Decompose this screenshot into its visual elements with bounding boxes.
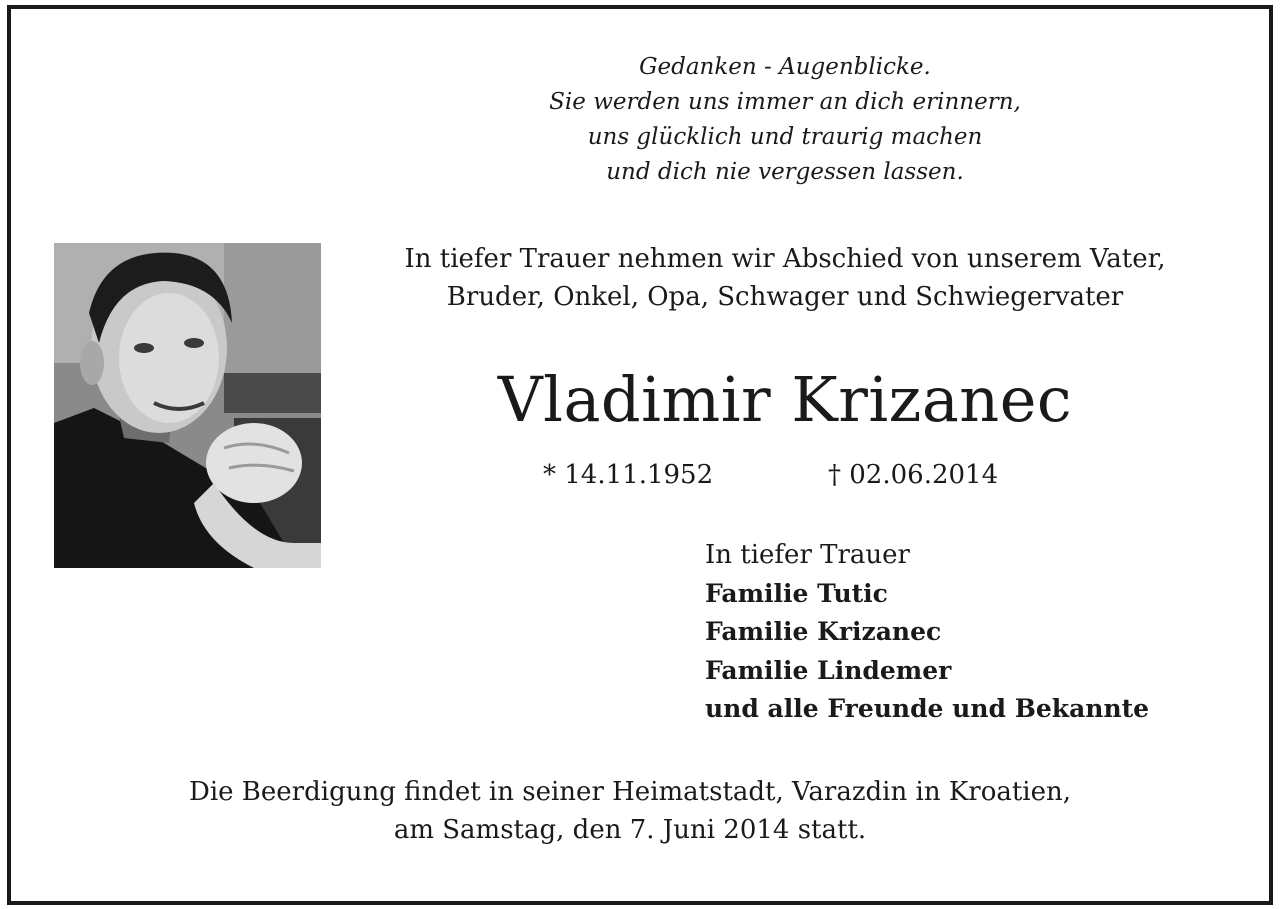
portrait-photo (54, 243, 321, 568)
intro-text (360, 240, 1210, 316)
poem-line: und dich nie vergessen lassen. (606, 159, 964, 185)
funeral-notice (100, 773, 1160, 849)
poem-line: Sie werden uns immer an dich erinnern, (549, 89, 1021, 115)
mourners-lead: In tiefer Trauer (705, 540, 910, 570)
death-date: † 02.06.2014 (828, 460, 999, 490)
mourners-list (705, 536, 1225, 729)
funeral-line: Die Beerdigung findet in seiner Heimatstadt, Varazdin in Kroatien, (188, 777, 1072, 807)
life-dates (360, 455, 1210, 495)
intro-line: In tiefer Trauer nehmen wir Abschied von unserem Vater, (404, 244, 1166, 274)
mourner-family: und alle Freunde und Bekannte (705, 694, 1150, 723)
poem (380, 50, 1190, 190)
intro-line: Bruder, Onkel, Opa, Schwager und Schwiegervater (446, 282, 1124, 312)
mourner-family: Familie Tutic (705, 578, 888, 608)
poem-line: uns glücklich und traurig machen (587, 124, 983, 150)
birth-date: * 14.11.1952 (543, 460, 714, 490)
funeral-line: am Samstag, den 7. Juni 2014 statt. (393, 815, 867, 845)
deceased-name: Vladimir Krizanec (497, 363, 1073, 436)
mourner-family: Familie Krizanec (705, 617, 942, 646)
poem-line: Gedanken - Augenblicke. (639, 54, 931, 80)
portrait-image (54, 243, 321, 568)
mourner-family: Familie Lindemer (705, 655, 952, 685)
